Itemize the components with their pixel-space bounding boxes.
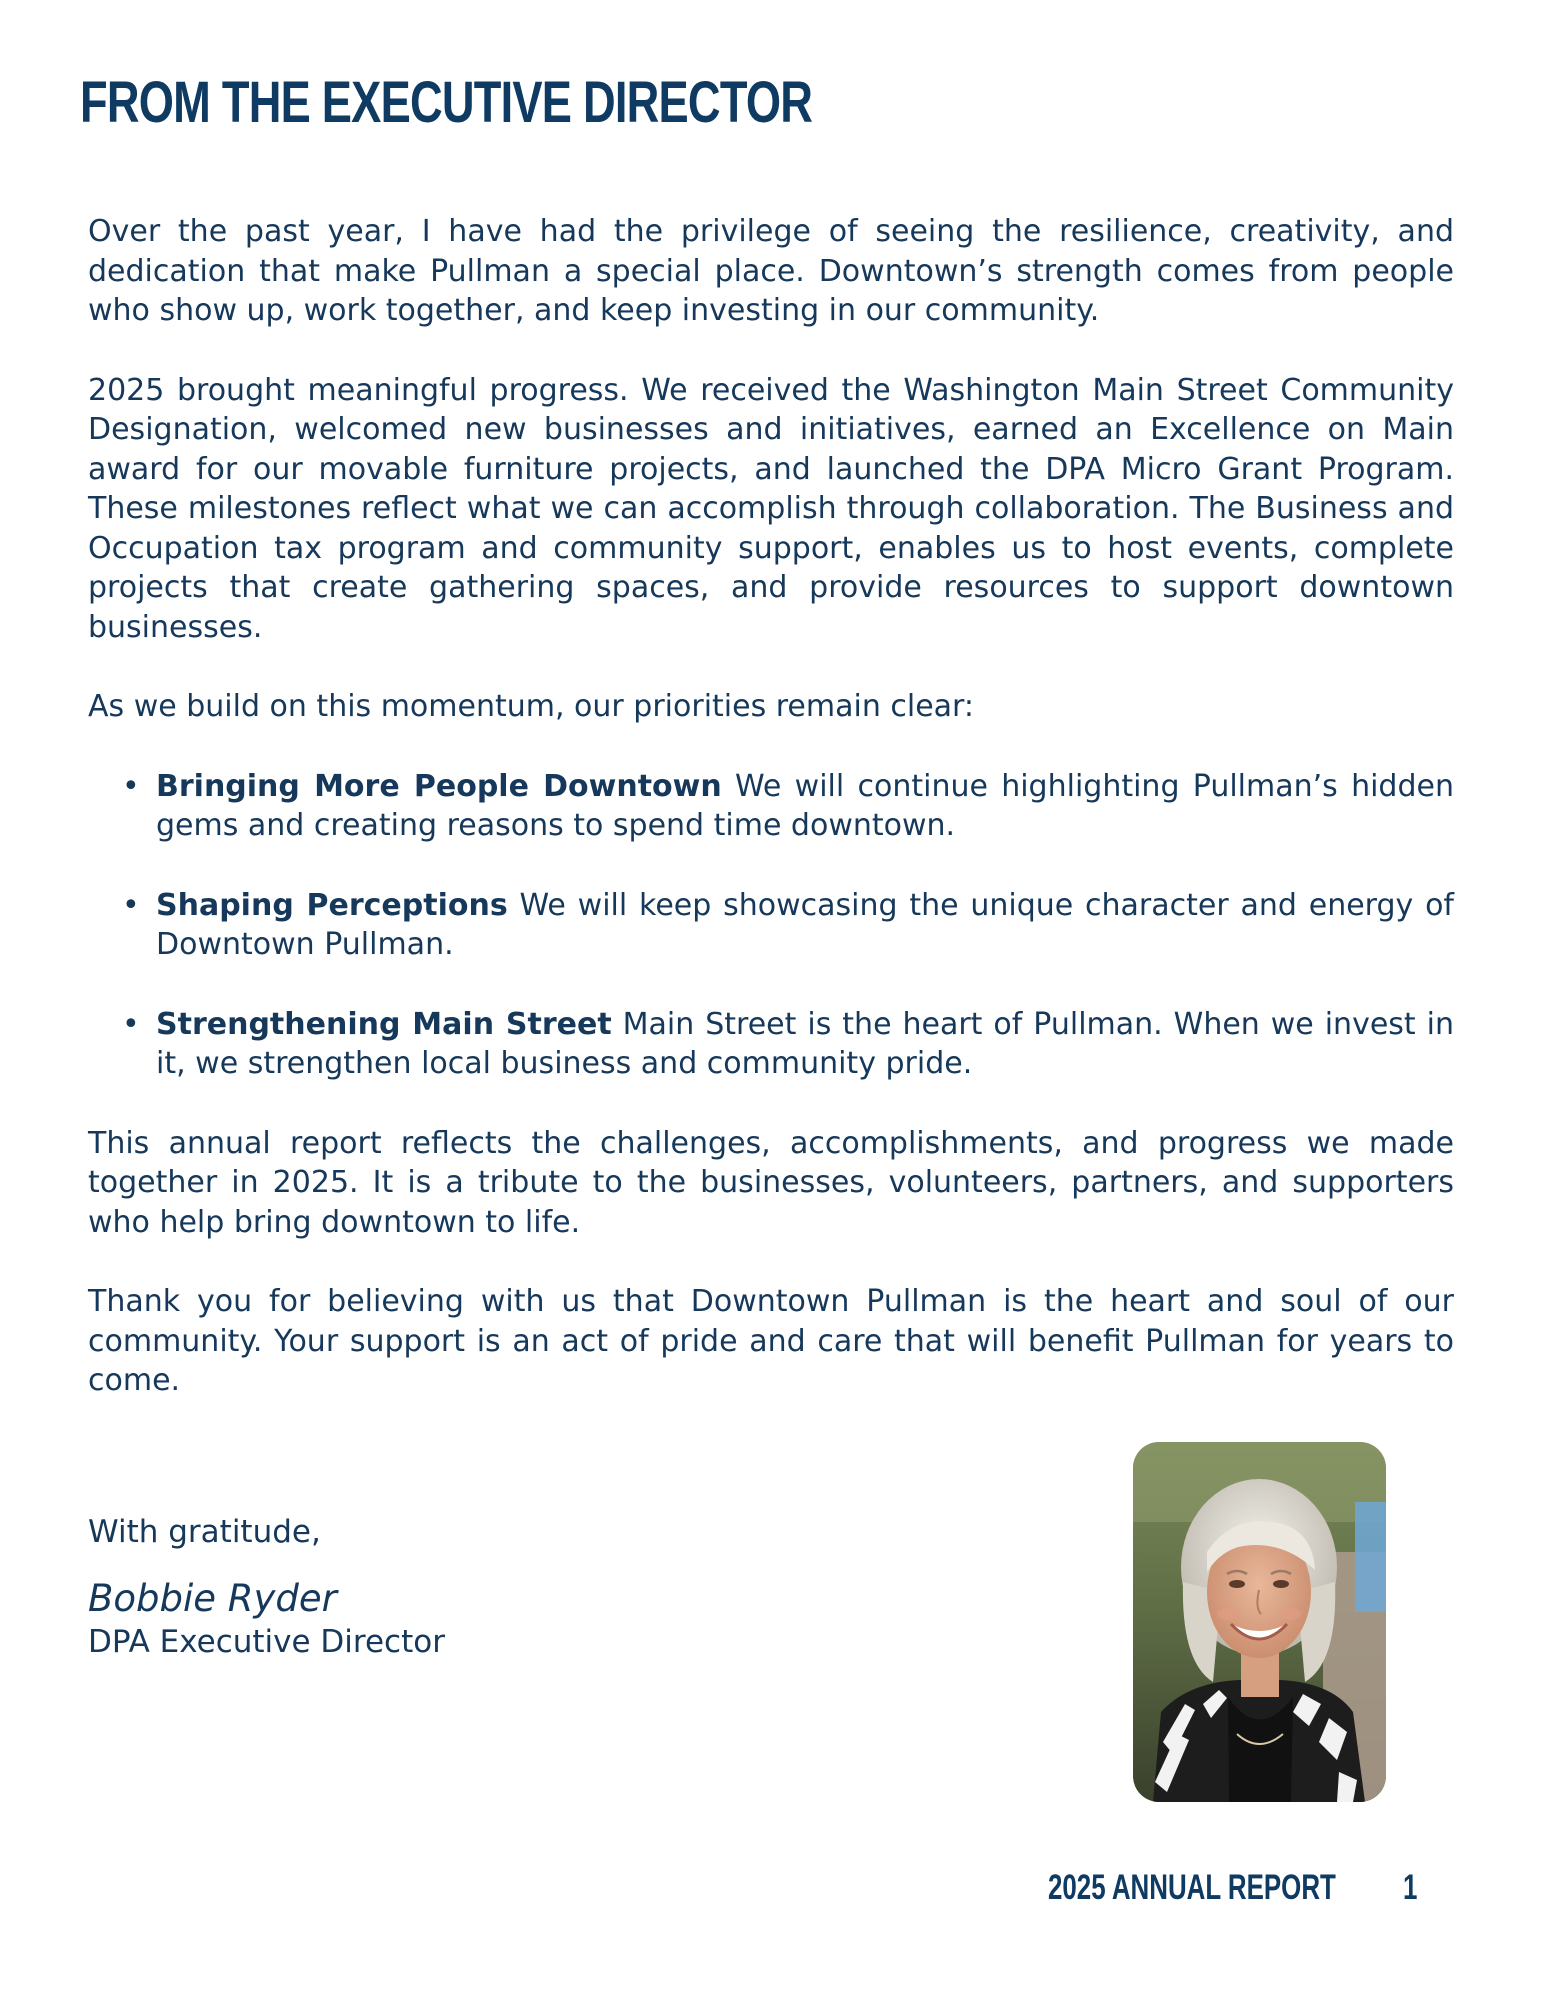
priority-text: We will keep showcasing the unique character and energy of Downtown Pullman. <box>156 887 1454 962</box>
priority-text: We will continue highlighting Pullman’s hidden gems and creating reasons to spend time downtown. <box>156 768 1454 843</box>
footer-page-number: 1 <box>1403 1868 1418 1907</box>
footer-report-label: 2025 ANNUAL REPORT <box>1048 1868 1336 1907</box>
letter-paragraph: 2025 brought meaningful progress. We received the Washington Main Street Community Designation, welcomed new businesses and initiatives, earned an Excellence on Main award for our movable furniture projects, and launched the DPA Micro Grant Program. These milestones reflect what we can accomplish through collaboration. The Business and Occupation tax program and community support, enables us to host events, complete projects that create gathering spaces, and provide resources to support downtown businesses. <box>88 372 1454 645</box>
letter-paragraph: Thank you for believing with us that Downtown Pullman is the heart and soul of our community. Your support is an act of pride and care that will benefit Pullman for years to come. <box>88 1284 1454 1398</box>
priorities-list <box>88 767 1454 1084</box>
letter-paragraph: As we build on this momentum, our priorities remain clear: <box>88 689 974 724</box>
priority-title: Shaping Perceptions <box>156 887 508 923</box>
closing-text: With gratitude, <box>88 1514 321 1550</box>
signoff <box>88 1512 445 1662</box>
bullet: • <box>122 1006 140 1042</box>
priority-text: Main Street is the heart of Pullman. When we invest in it, we strengthen local business and community pride. <box>156 1006 1454 1081</box>
priority-title: Strengthening Main Street <box>156 1006 612 1042</box>
signature-name: Bobbie Ryder <box>88 1577 337 1620</box>
director-portrait-photo <box>1133 1442 1386 1802</box>
priority-title: Bringing More People Downtown <box>156 768 722 804</box>
letter-body <box>88 212 1454 1441</box>
signature-role: DPA Executive Director <box>88 1624 445 1660</box>
letter-paragraph: Over the past year, I have had the privilege of seeing the resilience, creativity, and dedication that make Pullman a special place. Downtown’s strength comes from people who show up, work together, and keep investing in our community. <box>88 214 1454 328</box>
priority-item <box>88 767 1454 846</box>
priority-item <box>88 886 1454 965</box>
bullet: • <box>122 768 140 804</box>
priority-item <box>88 1005 1454 1084</box>
page-title: FROM THE EXECUTIVE DIRECTOR <box>80 70 813 135</box>
letter-paragraph: This annual report reflects the challenges, accomplishments, and progress we made together in 2025. It is a tribute to the businesses, volunteers, partners, and supporters who help bring downtown to life. <box>88 1125 1454 1240</box>
bullet: • <box>122 887 140 923</box>
portrait-illustration <box>1133 1442 1386 1802</box>
